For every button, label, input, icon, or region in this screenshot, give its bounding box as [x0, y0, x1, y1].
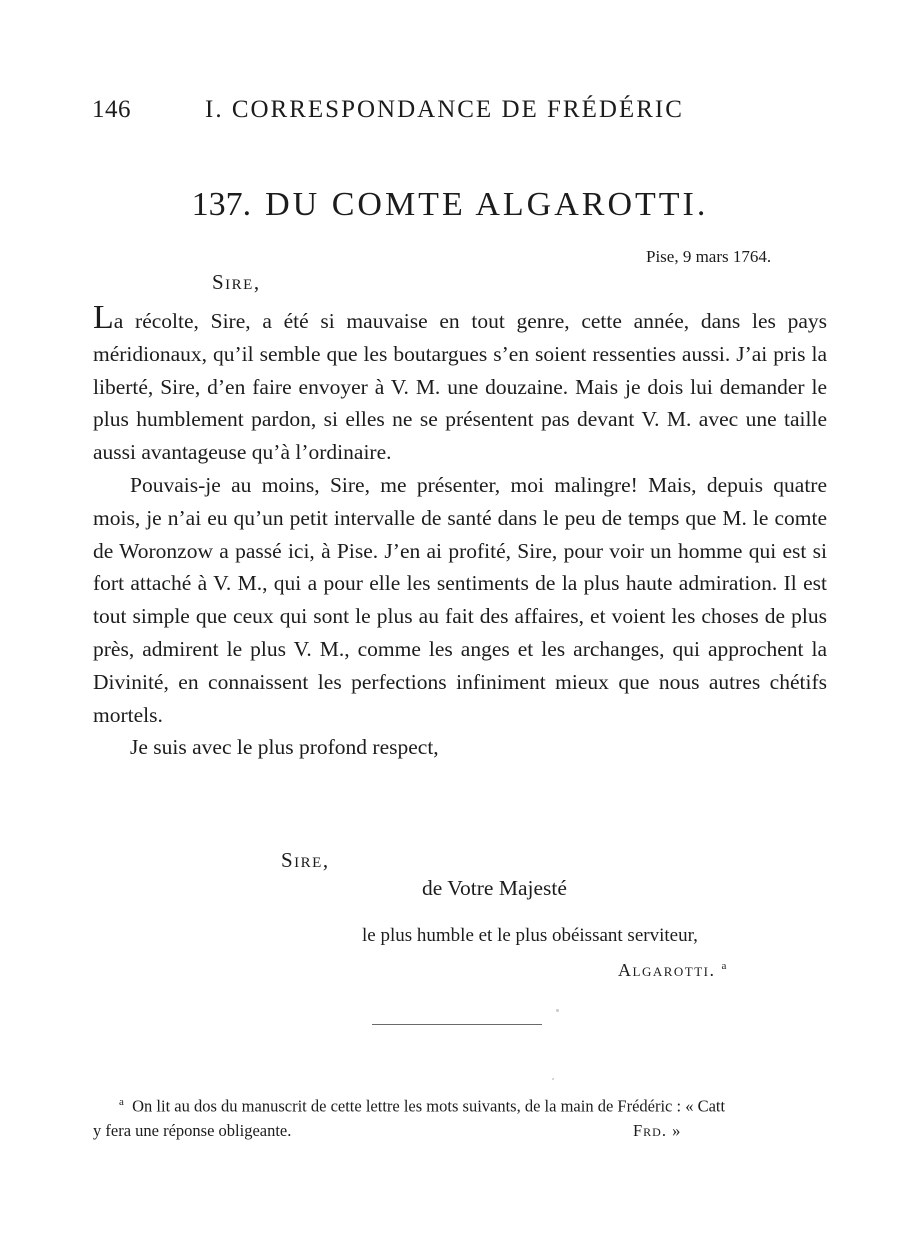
footnote-line-1	[93, 1090, 827, 1119]
signature	[618, 960, 726, 981]
paper-speck	[552, 1078, 554, 1080]
opening-salutation: Sire,	[212, 270, 261, 294]
footnote-text-2: y fera une réponse obligeante.	[93, 1120, 292, 1140]
footnote	[93, 1090, 827, 1143]
letter-number: 137.	[191, 186, 252, 223]
page-number: 146	[92, 96, 131, 123]
paragraph-2: Pouvais-je au moins, Sire, me présenter, moi malingre! Mais, depuis quatre mois, je n’ai eu qu’un petit intervalle de santé dans le peu de temps que M. le comte de Woronzow a passé ici, à Pise. J’en ai profité, Sire, pour voir un homme qui est si fort attaché à V. M., qui a pour elle les sentiments de la plus haute admiration. Il est tout simple que ceux qui sont le plus au fait des affaires, et voient les choses de plus près, admirent le plus V. M., comme les anges et les archanges, qui approchent la Divinité, en connaissent les perfections infiniment mieux que nous autres chétifs mortels.	[93, 472, 827, 727]
signature-name: Algarotti.	[618, 960, 716, 980]
letter-heading	[0, 186, 900, 224]
footnote-marker: a	[119, 1096, 124, 1108]
paper-speck	[556, 1009, 559, 1012]
letter-title: DU COMTE ALGAROTTI.	[265, 186, 709, 223]
closing-servant: le plus humble et le plus obéissant serviteur,	[362, 925, 698, 946]
footnote-line-2	[93, 1119, 827, 1143]
running-head-title: I. CORRESPONDANCE DE FRÉDÉRIC	[205, 96, 684, 123]
paragraph-1: La récolte, Sire, a été si mauvaise en tout genre, cette année, dans les pays méridionaux, qu’il semble que les boutargues s’en soient ressenties aussi. J’ai pris la liberté, Sire, d’en faire envoyer à V. M. une douzaine. Mais je dois lui demander le plus humblement pardon, si elles ne se présentent pas devant V. M. avec une taille aussi avantageuse qu’à l’ordinaire.	[93, 299, 827, 465]
running-head	[92, 96, 752, 132]
paragraph-3: Je suis avec le plus profond respect,	[130, 735, 439, 760]
separator-rule	[372, 1024, 542, 1025]
footnote-text-1: On lit au dos du manuscrit de cette lettre les mots suivants, de la main de Frédéric : « Catt	[132, 1096, 726, 1116]
footnote-signature: Frd. »	[633, 1120, 682, 1140]
signature-note-marker: a	[721, 960, 727, 972]
letter-body	[93, 299, 827, 764]
closing-salutation: Sire,	[281, 848, 330, 872]
dateline: Pise, 9 mars 1764.	[646, 247, 772, 266]
closing-majesty: de Votre Majesté	[422, 876, 567, 900]
